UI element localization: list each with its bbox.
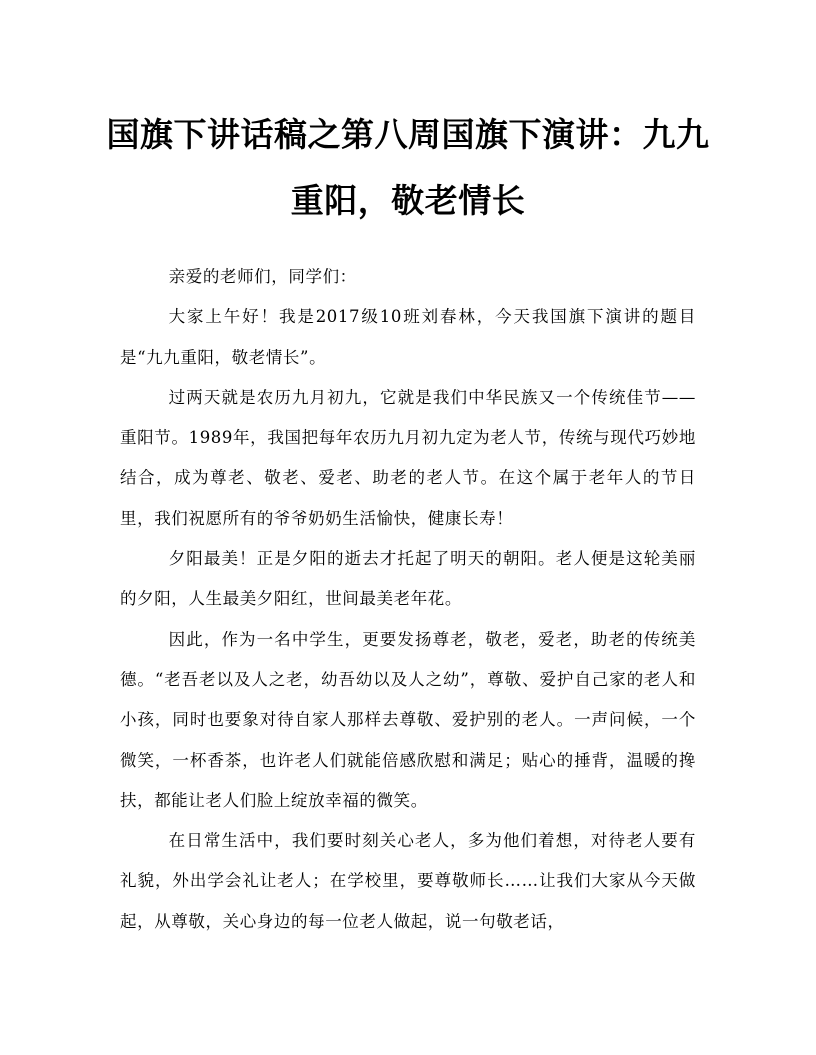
paragraph-sunset: 夕阳最美！正是夕阳的逝去才托起了明天的朝阳。老人便是这轮美丽的夕阳，人生最美夕阳红，世间最美老年花。 <box>120 549 696 609</box>
paragraph-introduction: 大家上午好！我是2017级10班刘春林，今天我国旗下演讲的题目是“九九重阳，敬老情长”。 <box>120 307 696 367</box>
paragraph-daily-life: 在日常生活中，我们要时刻关心老人，多为他们着想，对待老人要有礼貌，外出学会礼让老人；在学校里，要尊敬师长……让我们大家从今天做起，从尊敬，关心身边的每一位老人做起，说一句敬老话， <box>120 831 696 931</box>
paragraph-greeting: 亲爱的老师们，同学们： <box>168 267 357 286</box>
document-body <box>120 257 696 942</box>
document-title: 国旗下讲话稿之第八周国旗下演讲：九九重阳，敬老情长 <box>106 115 710 220</box>
paragraph-festival: 过两天就是农历九月初九，它就是我们中华民族又一个传统佳节——重阳节。1989年，我国把每年农历九月初九定为老人节，传统与现代巧妙地结合，成为尊老、敬老、爱老、助老的老人节。在这个属于老年人的节日里，我们祝愿所有的爷爷奶奶生活愉快，健康长寿！ <box>120 387 696 528</box>
paragraph-virtue: 因此，作为一名中学生，更要发扬尊老，敬老，爱老，助老的传统美德。“老吾老以及人之老，幼吾幼以及人之幼”，尊敬、爱护自己家的老人和小孩，同时也要象对待自家人那样去尊敬、爱护别的老人。一声问候，一个微笑，一杯香茶，也许老人们就能倍感欣慰和满足；贴心的捶背，温暖的搀扶，都能让老人们脸上绽放幸福的微笑。 <box>120 629 696 810</box>
